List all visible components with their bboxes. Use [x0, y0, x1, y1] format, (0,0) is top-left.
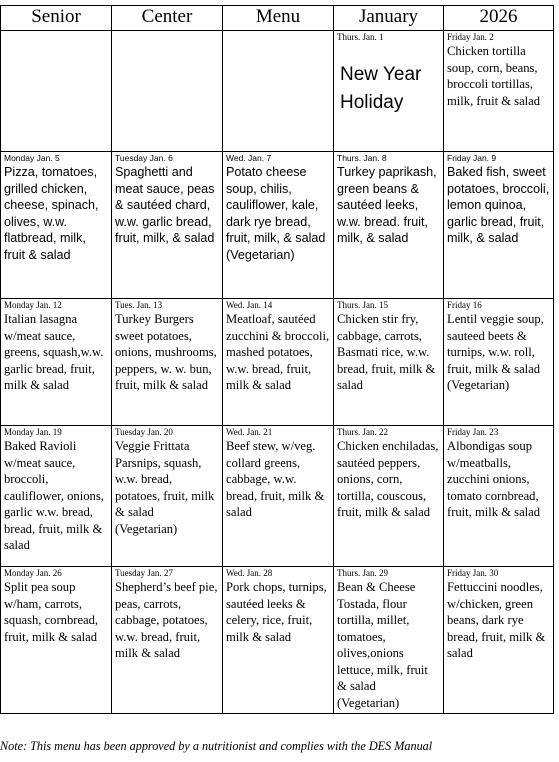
day-date: Tuesday Jan. 20	[115, 427, 173, 437]
day-menu: Pizza, tomatoes, grilled chicken, cheese, spinach, olives, w.w. flatbread, milk, fruit & salad	[4, 165, 99, 262]
day-menu: Albondigas soup w/meatballs, zucchini onions, tomato cornbread, fruit, milk & salad	[447, 439, 541, 519]
day-date: Tuesday Jan. 27	[115, 568, 173, 578]
nutrition-note: Note: This menu has been approved by a nutritionist and complies with the DES Manual	[0, 739, 433, 753]
day-cell-wed-jan-7	[223, 152, 334, 299]
day-cell-fri-jan-9	[444, 152, 554, 299]
day-cell-mon-jan-26	[1, 567, 112, 714]
header-menu: Menu	[223, 6, 334, 31]
day-menu: Chicken tortilla soup, corn, beans, broccoli tortillas, milk, fruit & salad	[447, 44, 541, 108]
day-menu: Veggie Frittata Parsnips, squash, w.w. bread, potatoes, fruit, milk & salad (Vegetarian)	[115, 439, 215, 536]
day-date: Friday Jan. 9	[447, 153, 497, 163]
header-center: Center	[112, 6, 223, 31]
day-cell-thu-jan-22	[334, 426, 444, 567]
day-cell-thu-jan-29	[334, 567, 444, 714]
day-date: Tues. Jan. 13	[115, 300, 163, 310]
day-cell-wed-jan-14	[223, 299, 334, 426]
day-cell-thu-jan-15	[334, 299, 444, 426]
day-cell-fri-jan-30	[444, 567, 554, 714]
day-date: Wed. Jan. 7	[226, 153, 272, 163]
day-date: Wed. Jan. 21	[226, 427, 273, 437]
day-date: Thurs. Jan. 15	[337, 300, 388, 310]
week-row	[1, 426, 554, 567]
day-date: Monday Jan. 26	[4, 568, 62, 578]
empty-cell	[1, 31, 112, 152]
day-date: Monday Jan. 5	[4, 153, 60, 163]
week-row	[1, 299, 554, 426]
header-month: January	[334, 6, 444, 31]
day-date: Monday Jan. 12	[4, 300, 62, 310]
day-menu: Italian lasagna w/meat sauce, greens, squash,w.w. garlic bread, fruit, milk & salad	[4, 312, 104, 392]
day-cell-wed-jan-21	[223, 426, 334, 567]
day-date: Friday Jan. 30	[447, 568, 499, 578]
week-row	[1, 152, 554, 299]
header-row	[1, 6, 554, 31]
day-cell-tue-jan-20	[112, 426, 223, 567]
day-menu: Lentil veggie soup, sauteed beets & turnips, w.w. roll, fruit, milk & salad (Vegetarian)	[447, 312, 544, 392]
day-cell-tue-jan-6	[112, 152, 223, 299]
day-cell-fri-jan-23	[444, 426, 554, 567]
day-menu: Chicken enchiladas, sautéed peppers, onions, corn, tortilla, couscous, fruit, milk & salad	[337, 439, 439, 519]
day-menu: Potato cheese soup, chilis, cauliflower, kale, dark rye bread, fruit, milk, & salad (Vegetarian)	[226, 165, 326, 262]
day-menu: Baked Ravioli w/meat sauce, broccoli, cauliflower, onions, garlic w.w. bread, bread, fruit, milk & salad	[4, 439, 104, 552]
day-cell-fri-jan-16	[444, 299, 554, 426]
day-cell-mon-jan-5	[1, 152, 112, 299]
day-date: Monday Jan. 19	[4, 427, 62, 437]
day-date: Wed. Jan. 14	[226, 300, 273, 310]
day-cell-fri-jan-2	[444, 31, 554, 152]
day-date: Thurs. Jan. 8	[337, 153, 387, 163]
day-cell-wed-jan-28	[223, 567, 334, 714]
day-menu: Shepherd’s beef pie, peas, carrots, cabbage, potatoes, w.w. bread, fruit, milk & salad	[115, 580, 218, 660]
week-row	[1, 567, 554, 714]
day-menu: Beef stew, w/veg. collard greens, cabbage, w.w. bread, fruit, milk & salad	[226, 439, 325, 519]
day-date: Friday 16	[447, 300, 482, 310]
day-date: Friday Jan. 23	[447, 427, 499, 437]
day-menu: Meatloaf, sautéed zucchini & broccoli, mashed potatoes, w.w. bread, fruit, milk & salad	[226, 312, 330, 392]
day-date: Tuesday Jan. 6	[115, 153, 173, 163]
header-year: 2026	[444, 6, 554, 31]
day-date: Thurs. Jan. 22	[337, 427, 388, 437]
day-menu: Fettuccini noodles, w/chicken, green beans, dark rye bread, fruit, milk & salad	[447, 580, 546, 660]
day-cell-mon-jan-19	[1, 426, 112, 567]
day-date: Wed. Jan. 28	[226, 568, 273, 578]
day-menu: Turkey paprikash, green beans & sautéed leeks, w.w. bread. fruit, milk, & salad	[337, 165, 437, 245]
header-senior: Senior	[1, 6, 112, 31]
day-menu: Baked fish, sweet potatoes, broccoli, lemon quinoa, garlic bread, fruit, milk, & salad	[447, 165, 550, 245]
holiday-label: New Year Holiday	[340, 64, 422, 113]
day-date: Thurs. Jan. 1	[337, 32, 384, 42]
day-menu: Turkey Burgers sweet potatoes, onions, mushrooms, peppers, w. w. bun, fruit, milk & salad	[115, 312, 217, 392]
day-cell-thu-jan-1	[334, 31, 444, 152]
day-menu: Bean & Cheese Tostada, flour tortilla, millet, tomatoes, olives,onions lettuce, milk, fruit & salad (Vegetarian)	[337, 580, 428, 710]
day-cell-thu-jan-8	[334, 152, 444, 299]
week-row	[1, 31, 554, 152]
day-cell-tue-jan-27	[112, 567, 223, 714]
empty-cell	[112, 31, 223, 152]
day-date: Friday Jan. 2	[447, 32, 494, 42]
day-menu: Pork chops, turnips, sautéed leeks & celery, rice, fruit, milk & salad	[226, 580, 327, 644]
menu-calendar-table	[0, 5, 554, 714]
day-menu: Spaghetti and meat sauce, peas & sautéed chard, w.w. garlic bread, fruit, milk, & salad	[115, 165, 215, 245]
day-cell-mon-jan-12	[1, 299, 112, 426]
day-menu: Split pea soup w/ham, carrots, squash, cornbread, fruit, milk & salad	[4, 580, 99, 644]
empty-cell	[223, 31, 334, 152]
day-date: Thurs. Jan. 29	[337, 568, 388, 578]
day-menu: Chicken stir fry, cabbage, carrots, Basmati rice, w.w. bread, fruit, milk & salad	[337, 312, 436, 392]
day-cell-tue-jan-13	[112, 299, 223, 426]
